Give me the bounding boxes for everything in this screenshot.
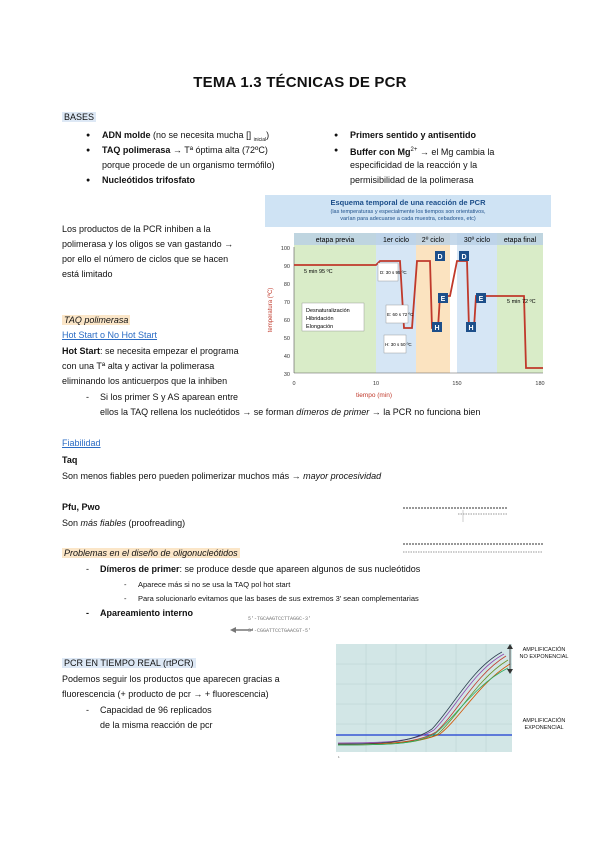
legend-2: Hibridación (306, 316, 334, 322)
apareamiento-line: Apareamiento interno (100, 608, 194, 618)
label-d-box: D: 30 s 95 ºC (380, 270, 407, 275)
pfu-label: Pfu, Pwo (62, 502, 100, 512)
pfu-text: Son más fiables (proofreading) (62, 518, 186, 528)
bases-left-3: porque procede de un organismo termófilo) (102, 160, 275, 170)
legend-1: Desnaturalización (306, 308, 350, 314)
hot-start-text-2: con una Tª alta y activar la polimerasa (62, 361, 215, 371)
taq-dash-1: Si los primer S y AS aparean entre (100, 392, 239, 402)
rtpcr-line-2: fluorescencia (+ producto de pcr → + fluorescencia) (62, 689, 269, 699)
xtick-0: 0 (292, 381, 296, 387)
hairpin-seq-2: 3'-CGGATTCCTGAACGT-5' (248, 628, 312, 634)
ytick-60: 60 (283, 318, 290, 324)
amplification-plot (326, 644, 512, 762)
proofreading-illustration (398, 500, 548, 560)
rtpcr-heading: PCR EN TIEMPO REAL (rtPCR) (64, 658, 194, 668)
arrow-left-icon (230, 627, 236, 633)
legend-3: Elongación (306, 324, 334, 330)
rtpcr-dash-1: Capacidad de 96 replicados (100, 705, 212, 715)
hot-start-link[interactable]: Hot Start o No Hot Start (62, 330, 158, 340)
problemas-heading: Problemas en el diseño de oligonucleótidos (64, 548, 238, 558)
hot-start-text: Hot Start: se necesita empezar el programa (62, 346, 239, 356)
ytick-50: 50 (283, 336, 290, 342)
marker-D-30: D (461, 254, 467, 261)
annot-non-exponential: AMPLIFICACIÓN NO EXPONENCIAL (519, 647, 569, 660)
marker-H-1: H (434, 325, 440, 332)
pcr-time-diagram (262, 195, 554, 400)
page-title: TEMA 1.3 TÉCNICAS DE PCR (193, 74, 407, 91)
annot-exponential: AMPLIFICACIÓN EXPONENCIAL (522, 718, 566, 731)
hairpin-illustration (228, 612, 338, 640)
bases-right-3: especificidad de la reacción y la (350, 160, 478, 170)
rtpcr-line-1: Podemos seguir los productos que aparecen gracias a (62, 674, 280, 684)
xtick-150: 150 (452, 381, 462, 387)
bases-left-4: Nucleótidos trifosfato (102, 175, 196, 185)
xtick-180: 180 (535, 381, 545, 387)
hairpin-seq-1: 5'-TGCAAGTCCTTAGGC-3' (248, 616, 312, 622)
rtpcr-dash-2: de la misma reacción de pcr (100, 720, 213, 730)
diagram-title: Esquema temporal de una reacción de PCR (330, 198, 486, 207)
bases-right-1: Primers sentido y antisentido (350, 130, 477, 140)
stage-label-previa: etapa previa (315, 237, 355, 244)
marker-D-1: D (437, 254, 443, 261)
label-e-box: E: 60 s 72 ºC (387, 312, 414, 317)
taq-text: Son menos fiables pero pueden polimerizar muchos más → mayor procesividad (62, 471, 382, 481)
diagram-subtitle-1: (las temperaturas y especialmente los tiempos son orientativos, (330, 209, 486, 215)
fiabilidad-heading[interactable]: Fiabilidad (62, 438, 101, 448)
bases-right-4: permisibilidad de la polimerasa (350, 175, 474, 185)
inhibition-text: Los productos de la PCR inhiben a la polimerasa y los oligos se van gastando → por ello el número de ciclos que se hacen está limitado (62, 224, 234, 279)
bases-left-1: ADN molde (no se necesita mucha [] $_{inicial}$) (102, 130, 270, 143)
svg-text:1: 1 (338, 755, 340, 759)
dimeros-sub-1: Aparece más si no se usa la TAQ pol hot start (138, 580, 291, 589)
dimeros-line: Dímeros de primer: se produce desde que apareen algunos de sus nucleótidos (100, 564, 421, 574)
ytick-30: 30 (283, 372, 290, 378)
ytick-80: 80 (283, 282, 290, 288)
diagram-subtitle-2: varían para adecuarse a cada muestra, cebadores, etc) (340, 216, 476, 222)
ytick-90: 90 (283, 264, 290, 270)
label-final: 5 min 72 ºC (507, 299, 536, 305)
xtick-10: 10 (372, 381, 380, 387)
taq-heading: TAQ polimerasa (64, 315, 129, 325)
taq-label: Taq (62, 455, 78, 465)
ytick-40: 40 (283, 354, 290, 360)
taq-dash-2: ellos la TAQ rellena los nucleótidos → se forman dímeros de primer → la PCR no funciona bien (100, 407, 481, 417)
dimeros-sub-2: Para solucionarlo evitamos que las bases de sus extremos 3' sean complementarias (138, 594, 419, 603)
stage-label-final: etapa final (503, 237, 537, 244)
label-h-box: H: 30 s 50 ºC (385, 342, 412, 347)
bases-right-2: Buffer con $Mg^{2+}$ → el Mg cambia la (350, 147, 495, 157)
marker-E-1: E (440, 296, 446, 303)
bases-left-2: TAQ polimerasa → Tª óptima alta (72ºC) (102, 145, 268, 155)
stage-label-ciclo30: 30º ciclo (463, 237, 491, 244)
xaxis-label: tiempo (min) (355, 392, 393, 399)
bracket-icon (505, 644, 515, 674)
bases-heading: BASES (64, 112, 95, 122)
stage-label-ciclo2: 2º ciclo (421, 237, 445, 244)
label-pre: 5 min 95 ºC (304, 269, 333, 275)
ytick-100: 100 (280, 246, 290, 252)
marker-E-30: E (478, 296, 484, 303)
stage-label-ciclo1: 1er ciclo (382, 237, 410, 244)
marker-H-30: H (468, 325, 474, 332)
yaxis-label: temperatura (ºC) (268, 287, 274, 333)
hot-start-text-3: eliminando los anticuerpos que la inhiben (62, 376, 228, 386)
ytick-70: 70 (283, 300, 290, 306)
